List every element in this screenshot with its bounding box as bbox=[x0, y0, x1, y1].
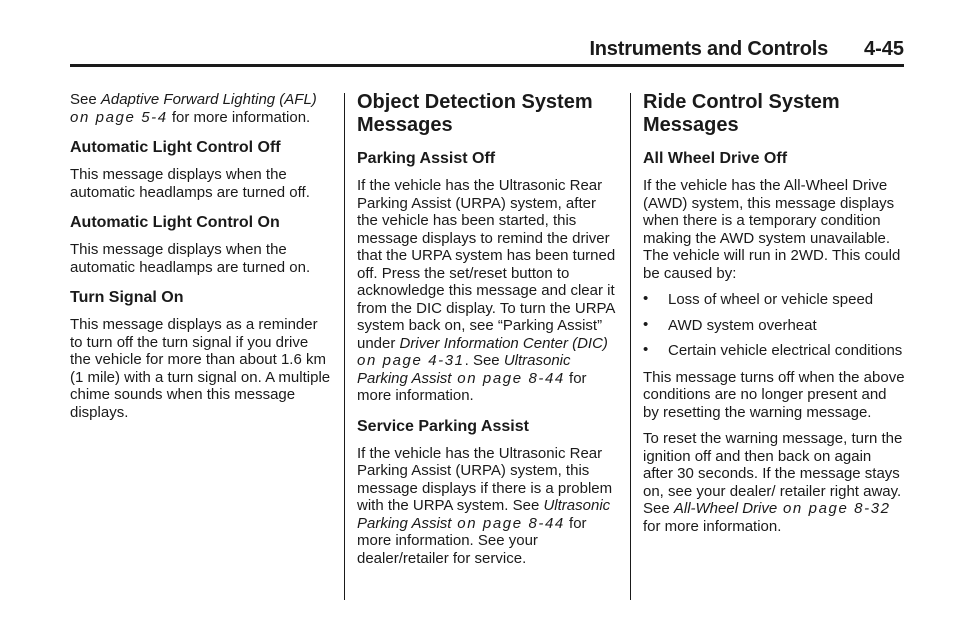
heading-awd-off: All Wheel Drive Off bbox=[643, 150, 788, 167]
bullet-list bbox=[643, 291, 905, 360]
page-header bbox=[70, 38, 904, 64]
list-item: • Certain vehicle electrical conditions bbox=[643, 341, 903, 359]
cross-reference[interactable]: Adaptive Forward Lighting (AFL) bbox=[100, 91, 317, 108]
page-reference[interactable]: on page 5-4 bbox=[70, 108, 168, 126]
bullet-icon: • bbox=[643, 290, 649, 307]
bullet-icon: • bbox=[643, 341, 649, 358]
page-reference[interactable]: on page 8-44 bbox=[451, 369, 565, 387]
page-reference[interactable]: on page 4-31 bbox=[357, 352, 465, 369]
bullet-icon: • bbox=[643, 315, 649, 333]
body-auto-light-on: This message displays when the automatic headlamps are turned on. bbox=[70, 241, 311, 276]
heading-auto-light-on: Automatic Light Control On bbox=[70, 214, 280, 231]
column-1 bbox=[70, 91, 332, 430]
cross-reference[interactable]: All-Wheel Drive bbox=[673, 500, 778, 517]
title-ride-control: Ride Control System Messages bbox=[643, 91, 840, 136]
body-service-parking-assist: If the vehicle has the Ultrasonic Rear Parking Assist (URPA) system, this message displays if there is a problem with the URPA system. See Ultrasonic Parking Assist on page 8-44 for more information. See your dealer/retailer for service. bbox=[357, 444, 613, 567]
column-2 bbox=[357, 91, 619, 576]
body-awd-off: If the vehicle has the All-Wheel Drive (AWD) system, this message displays when there is a temporary condition making the AWD system unavailable. The vehicle will run in 2WD. This could be caused by: bbox=[643, 177, 901, 282]
heading-turn-signal-on: Turn Signal On bbox=[70, 289, 184, 306]
heading-parking-assist-off: Parking Assist Off bbox=[357, 150, 496, 167]
list-item: • Loss of wheel or vehicle speed bbox=[643, 290, 874, 308]
body-auto-light-off: This message displays when the automatic headlamps are turned off. bbox=[70, 166, 310, 201]
page-reference[interactable]: on page 8-44 bbox=[451, 514, 565, 532]
cross-reference[interactable]: Ultrasonic Parking Assist bbox=[357, 497, 611, 532]
body-turn-signal-on: This message displays as a reminder to turn off the turn signal if you drive the vehicle for more than about 1.6 km (1 mile) with a turn signal on. A multiple chime sounds when this message displays. bbox=[70, 316, 331, 421]
column-divider-1 bbox=[344, 93, 345, 600]
body-parking-assist-off: If the vehicle has the Ultrasonic Rear Parking Assist (URPA) system, after the vehicle has been started, this message displays to remind the driver that the URPA system has been turned off. Press the set/reset button to acknowledge this message and clear it from the DIC display. To turn the URPA system back on, see “Parking Assist” under Driver Information Center (DIC) on page 4-31. See Ultrasonic Parking Assist on page 8-44 for more information. bbox=[357, 177, 616, 404]
body-awd-reset: To reset the warning message, turn the ignition off and then back on again after 30 seconds. If the message stays on, see your dealer/ retailer right away. See All-Wheel Drive on page 8-32 for more information. bbox=[643, 430, 903, 535]
column-3 bbox=[643, 91, 905, 544]
column-divider-2 bbox=[630, 93, 631, 600]
list-item: • AWD system overheat bbox=[643, 315, 817, 334]
title-object-detection: Object Detection System Messages bbox=[357, 91, 593, 136]
section-title: Instruments and Controls bbox=[589, 38, 828, 60]
cross-reference[interactable]: Driver Information Center (DIC) bbox=[399, 334, 608, 352]
page-reference[interactable]: on page 8-32 bbox=[777, 500, 891, 517]
intro-paragraph: See Adaptive Forward Lighting (AFL) on page 5-4 for more information. bbox=[70, 91, 317, 126]
cross-reference[interactable]: Ultrasonic Parking Assist bbox=[357, 352, 571, 387]
body-awd-turns-off: This message turns off when the above conditions are no longer present and by resetting the warning message. bbox=[643, 368, 905, 421]
page-number: 4-45 bbox=[863, 38, 904, 60]
header-rule bbox=[70, 64, 904, 67]
heading-service-parking-assist: Service Parking Assist bbox=[357, 417, 529, 435]
heading-auto-light-off: Automatic Light Control Off bbox=[70, 139, 281, 156]
